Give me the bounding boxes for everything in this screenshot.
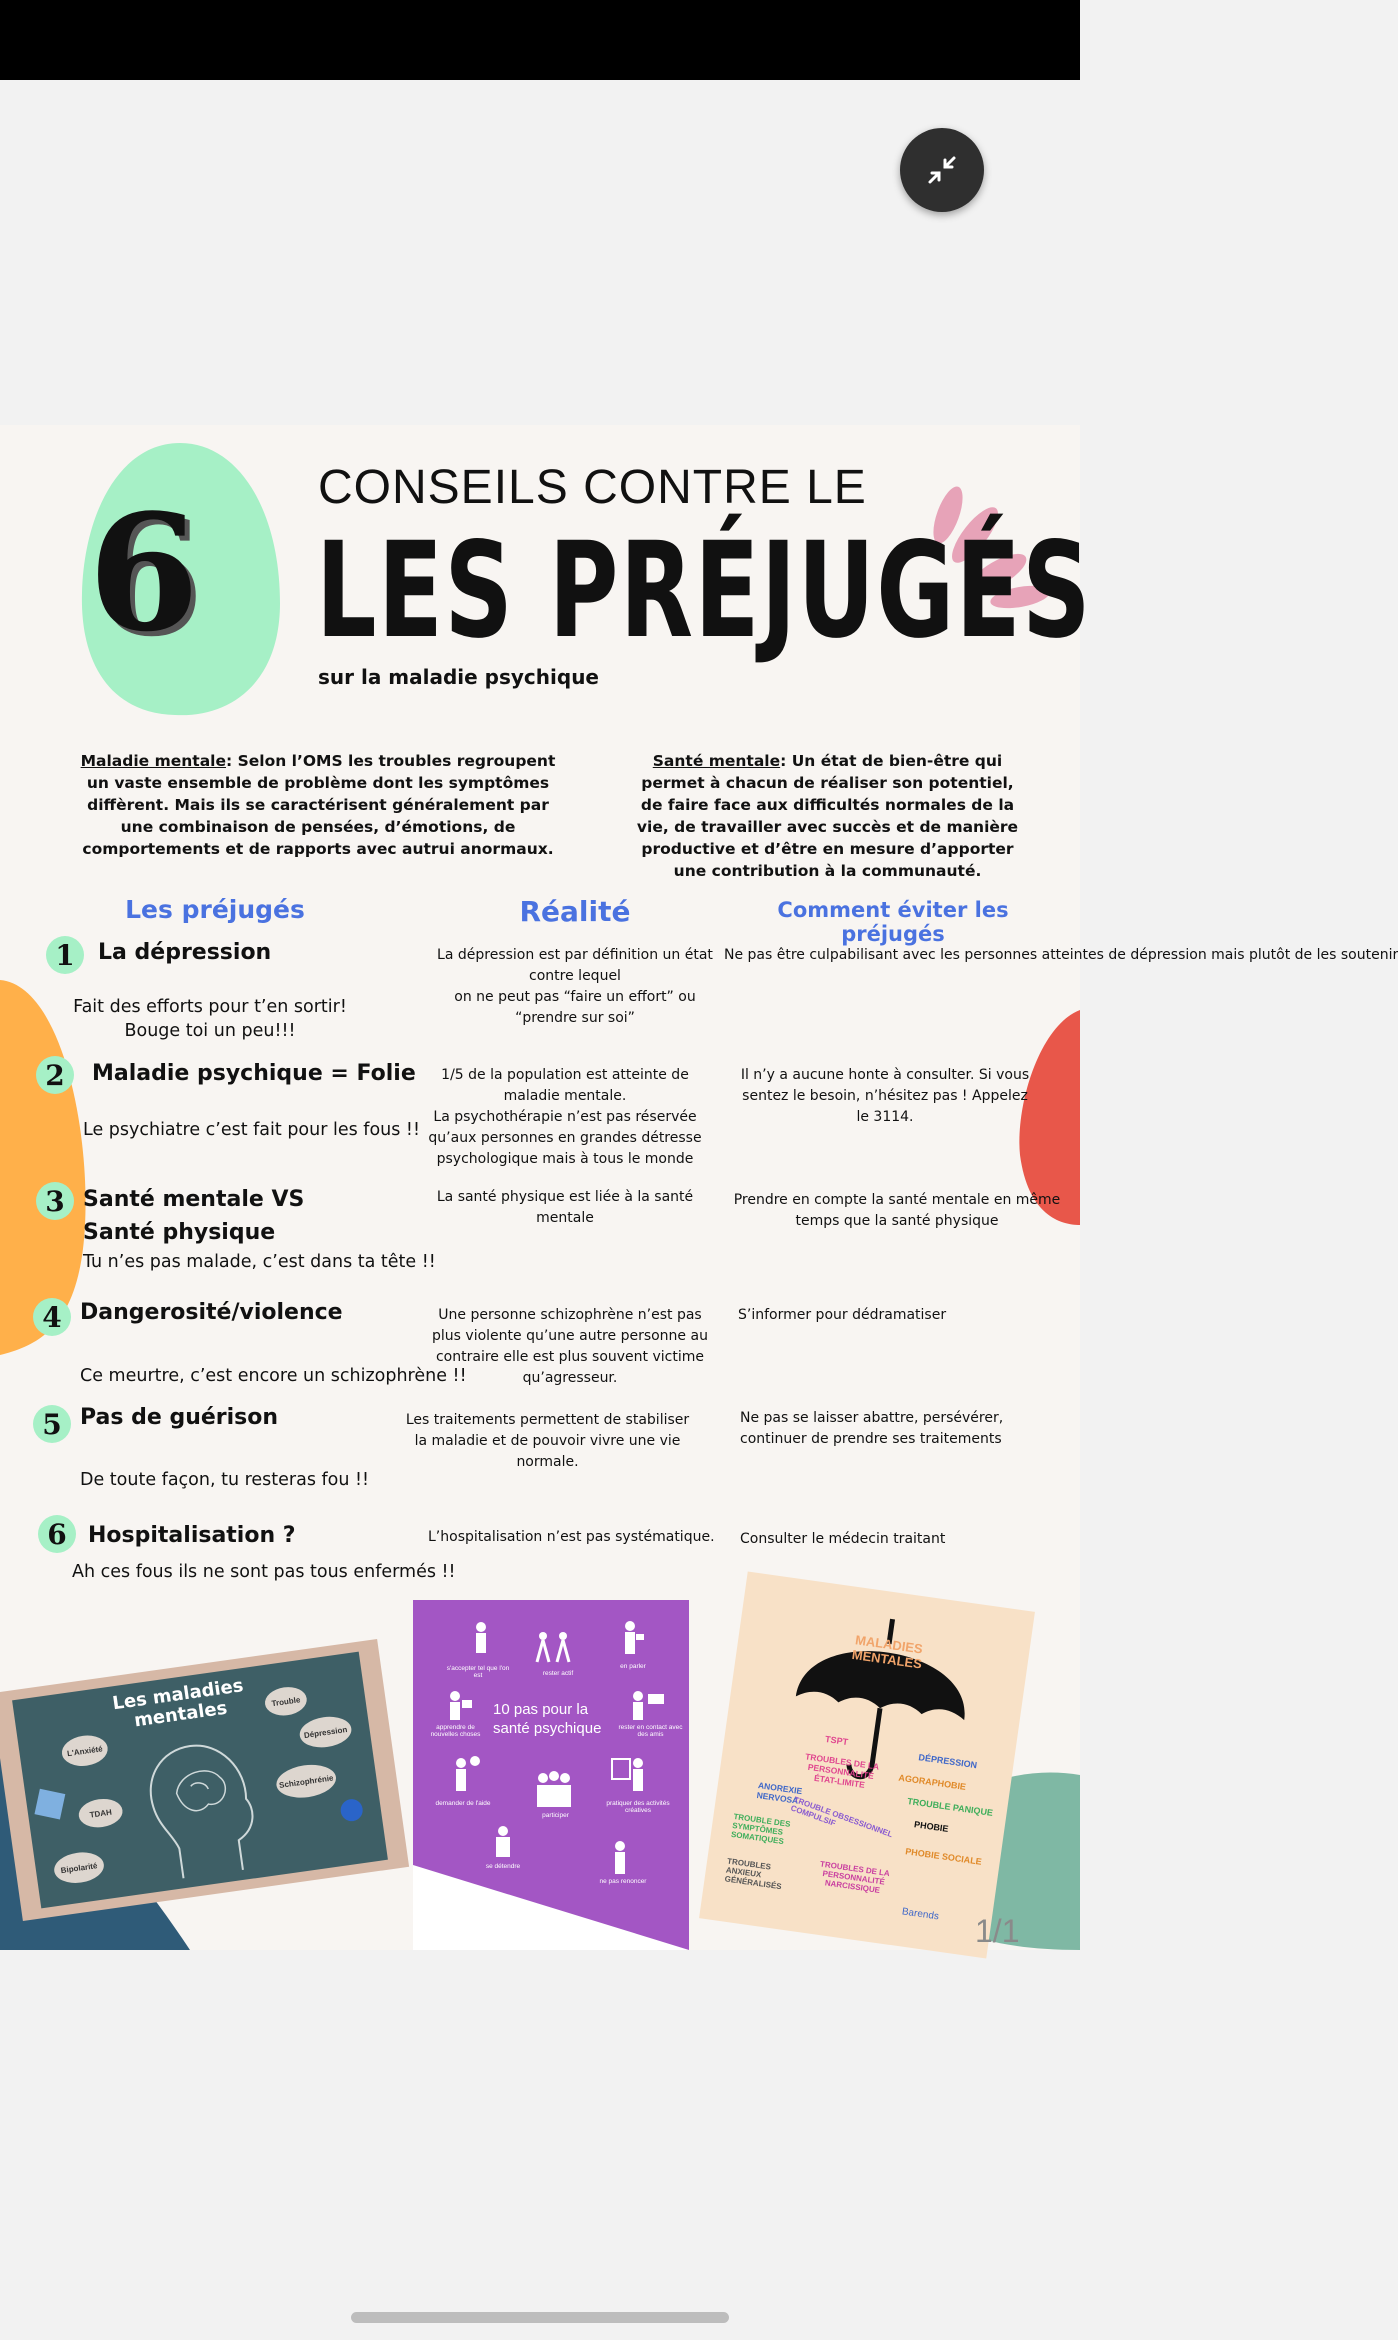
row-title: Hospitalisation ? <box>88 1523 296 1548</box>
header-line2: LES PRÉJUGÉS <box>316 514 1092 668</box>
row-number-badge: 5 <box>33 1405 71 1443</box>
person-icon <box>628 1690 668 1720</box>
row-title: La dépression <box>98 940 272 965</box>
row-advice: Ne pas être culpabilisant avec les personnes atteintes de dépression mais plutôt de les soutenir <box>724 947 1398 963</box>
column-heading-realite: Réalité <box>519 895 631 928</box>
row-title: Pas de guérison <box>80 1405 279 1430</box>
image-bubble: L'Anxiété <box>60 1733 110 1769</box>
umbrella-label: TROUBLES ANXIEUX GÉNÉRALISÉS <box>724 1856 783 1892</box>
column-heading-prejuges: Les préjugés <box>125 895 305 924</box>
row-advice: Ne pas se laisser abattre, persévérer, continuer de prendre ses traitements <box>740 1410 1004 1447</box>
step-label: en parler <box>620 1663 646 1670</box>
step-label: se détendre <box>485 1863 521 1870</box>
group-icon <box>533 1770 575 1810</box>
row-advice: Il n’y a aucune honte à consulter. Si vous sentez le besoin, n’hésitez pas ! Appelez le 3114. <box>740 1067 1030 1125</box>
umbrella-label: ANOREXIE NERVOSA <box>756 1780 803 1806</box>
row-advice: S’informer pour dédramatiser <box>738 1307 947 1323</box>
step-label: s'accepter tel que l'on est <box>446 1665 510 1679</box>
row-quote: Fait des efforts pour t’en sortir! Bouge toi un peu!!! <box>73 997 347 1041</box>
image-umbrella <box>699 1572 1035 1959</box>
row-advice-wrap <box>732 1190 1080 1232</box>
image-bubble: Schizophrénie <box>274 1761 338 1801</box>
row-number-badge: 3 <box>36 1182 74 1220</box>
brand-logo: Barends <box>901 1906 940 1923</box>
row-number-badge: 6 <box>38 1515 76 1553</box>
collapse-button[interactable] <box>900 128 984 212</box>
person-icon <box>445 1690 475 1720</box>
row-quote: Ce meurtre, c’est encore un schizophrène !! <box>80 1366 467 1386</box>
person-icon <box>605 1840 635 1876</box>
row-title: Santé mentale VS Santé physique <box>83 1187 305 1245</box>
row-advice: Prendre en compte la santé mentale en même temps que la santé physique <box>733 1192 1061 1229</box>
header-line1: CONSEILS CONTRE LE <box>318 461 867 514</box>
step-label: pratiquer des activités créatives <box>606 1800 670 1814</box>
home-indicator[interactable] <box>351 2312 729 2323</box>
image-title: MALADIES MENTALES <box>850 1632 924 1672</box>
person-icon <box>451 1755 481 1795</box>
collapse-icon <box>922 150 962 190</box>
row-quote: De toute façon, tu resteras fou !! <box>80 1470 370 1490</box>
definition-term: Santé mentale <box>652 752 781 770</box>
cube-icon <box>34 1789 65 1820</box>
image-title: Les maladies mentales <box>111 1675 245 1732</box>
step-label: rester actif <box>542 1670 574 1677</box>
row-number-badge: 4 <box>33 1298 71 1336</box>
status-bar <box>0 0 1080 80</box>
umbrella-label: TROUBLE OBSESSIONNEL COMPULSIF <box>789 1794 894 1840</box>
definition-text: : Un état de bien-être qui permet à chacun de réaliser son potentiel, de faire face aux difficultés normales de la vie, de travailler avec succès et de manière productive et d’être en mesure d’apporter une contribution à la communauté. <box>636 752 1019 880</box>
definition-mental-health <box>630 750 1025 882</box>
image-title: 10 pas pour la santé psychique <box>493 1701 602 1737</box>
document-page <box>0 425 1398 1950</box>
umbrella-label: TROUBLE DES SYMPTÔMES SOMATIQUES <box>730 1811 791 1847</box>
header-number: 6 <box>88 479 200 667</box>
image-bubble: Dépression <box>298 1714 354 1751</box>
person-icon <box>618 1620 648 1658</box>
head-profile-icon <box>129 1728 267 1883</box>
person-icon <box>488 1825 518 1861</box>
step-label: participer <box>542 1812 569 1819</box>
column-heading-eviter: Comment éviter les préjugés <box>777 898 1009 946</box>
definition-term: Maladie mentale <box>80 752 226 770</box>
definition-mental-illness <box>78 750 558 860</box>
image-bubble: Bipolarité <box>52 1849 106 1886</box>
row-number-badge: 2 <box>36 1056 74 1094</box>
person-icon <box>533 1630 573 1664</box>
row-title: Maladie psychique = Folie <box>92 1061 416 1086</box>
row-quote: Ah ces fous ils ne sont pas tous enfermés !! <box>72 1562 456 1582</box>
definition-text: : Selon l’OMS les troubles regroupent un vaste ensemble de problème dont les symptômes diffèrent. Mais ils se caractérisent généralement par une combinaison de pensées, d’émotions, de comportements et de rapports avec autrui anormaux. <box>82 752 556 858</box>
umbrella-label: PHOBIE SOCIALE <box>904 1846 983 1867</box>
umbrella-label: TROUBLES DE LA PERSONNALITÉ NARCISSIQUE <box>819 1859 891 1895</box>
row-number-badge: 1 <box>46 936 84 974</box>
row-title: Dangerosité/violence <box>80 1300 343 1325</box>
page-indicator: 1/1 <box>975 1913 1020 1949</box>
umbrella-label: AGORAPHOBIE <box>897 1772 967 1792</box>
image-10-pas <box>413 1600 689 1950</box>
row-quote: Le psychiatre c’est fait pour les fous !! <box>83 1120 420 1140</box>
row-reality: 1/5 de la population est atteinte de maladie mentale. La psychothérapie n’est pas réservée qu’aux personnes en grandes détresse psychologique mais à tous le monde <box>428 1067 702 1167</box>
umbrella-label: TROUBLES DE LA PERSONNALITÉ ÉTAT-LIMITE <box>804 1751 880 1790</box>
row-advice: Consulter le médecin traitant <box>740 1531 946 1547</box>
row-reality: L’hospitalisation n’est pas systématique. <box>428 1529 715 1545</box>
row-reality: Les traitements permettent de stabiliser la maladie et de pouvoir vivre une vie normale. <box>405 1412 690 1470</box>
person-icon <box>461 1620 501 1658</box>
step-label: ne pas renoncer <box>599 1878 647 1885</box>
umbrella-label: DÉPRESSION <box>917 1752 978 1771</box>
step-label: apprendre de nouvelles choses <box>430 1724 481 1738</box>
header-line3: sur la maladie psychique <box>318 665 599 689</box>
easel-icon <box>608 1755 648 1795</box>
umbrella-label: TSPT <box>824 1733 849 1748</box>
row-reality: La dépression est par définition un état contre lequel on ne peut pas “faire un effort” ou “prendre sur soi” <box>437 947 713 1026</box>
image-bubble: TDAH <box>77 1796 124 1830</box>
step-label: demander de l'aide <box>435 1800 491 1807</box>
row-reality: Une personne schizophrène n’est pas plus violente qu’une autre personne au contraire elle est plus souvent victime qu’agresseur. <box>432 1307 708 1386</box>
umbrella-label: TROUBLE PANIQUE <box>906 1796 994 1818</box>
step-label: rester en contact avec des amis <box>618 1724 683 1738</box>
umbrella-label: PHOBIE <box>913 1819 950 1834</box>
row-reality: La santé physique est liée à la santé mentale <box>436 1189 694 1226</box>
row-quote: Tu n’es pas malade, c’est dans ta tête !! <box>83 1252 436 1272</box>
image-bubble: Trouble <box>263 1684 308 1718</box>
